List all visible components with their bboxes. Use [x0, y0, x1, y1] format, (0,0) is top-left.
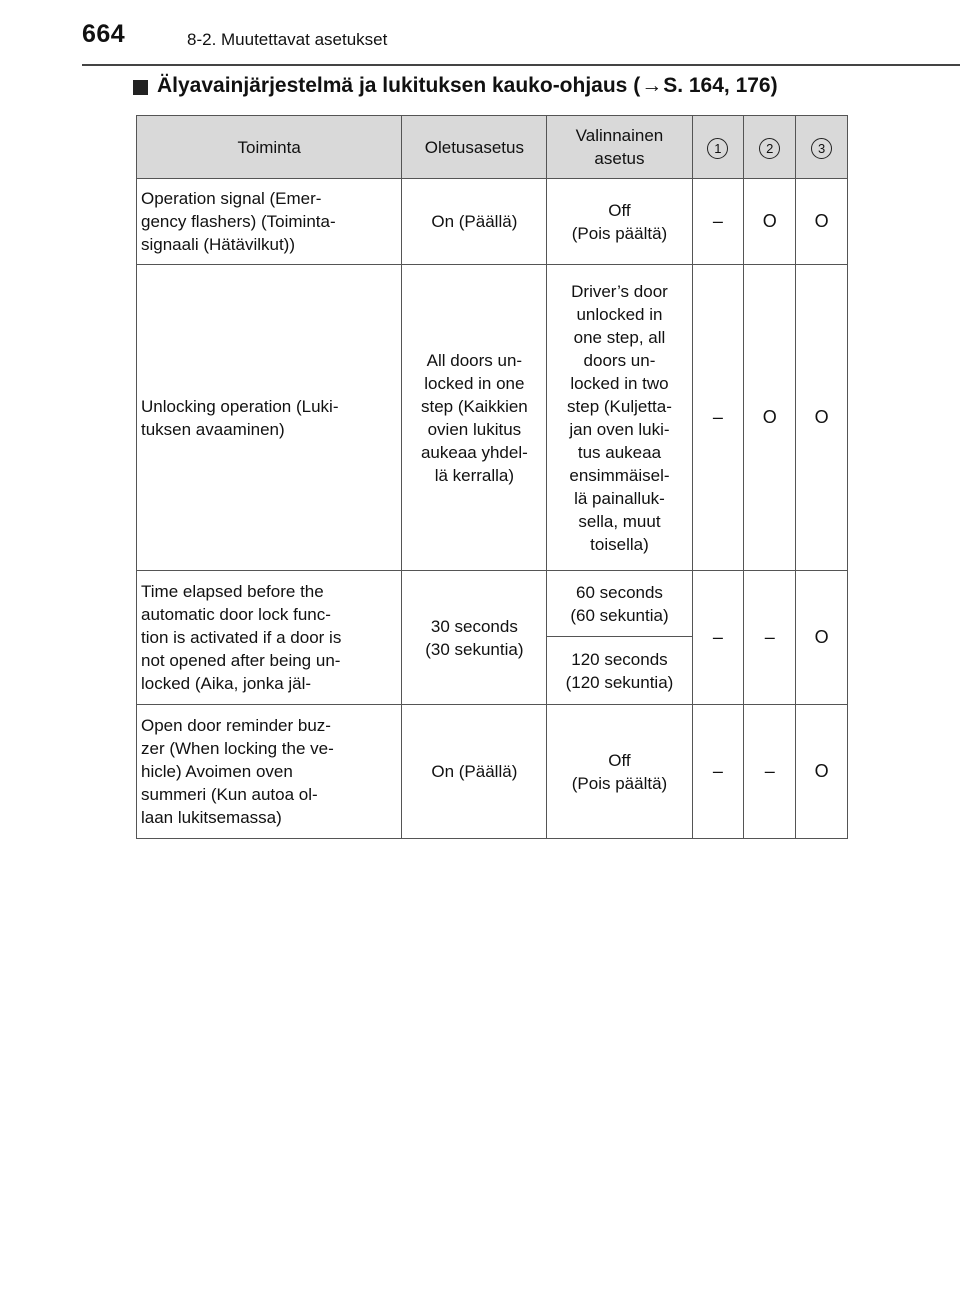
mark-cell: O [744, 265, 796, 571]
arrow-right-icon: → [641, 74, 663, 97]
optional-text-line: jan oven luki- [569, 419, 670, 439]
table-heading [133, 74, 778, 98]
default-text-line: All doors un- [426, 350, 523, 370]
function-text-line: tion is activated if a door is [141, 628, 342, 647]
section-title: 8-2. Muutettavat asetukset [187, 30, 388, 49]
table-header-row [137, 116, 848, 179]
mark-cell: O [796, 265, 848, 571]
function-cell [137, 571, 402, 705]
mark-cell: O [796, 571, 848, 705]
function-text-line: Open door reminder buz- [141, 716, 331, 735]
default-text-line: aukeaa yhdel- [420, 442, 528, 462]
default-cell [402, 571, 547, 705]
function-text-line: zer (When locking the ve- [141, 739, 334, 758]
optional-text-line: (60 sekuntia) [570, 605, 669, 625]
optional-cell [547, 571, 692, 637]
header-function: Toiminta [137, 116, 402, 179]
optional-text-line: Off [608, 750, 631, 770]
mark-cell: – [692, 265, 744, 571]
function-text-line: automatic door lock func- [141, 605, 331, 624]
mark-cell: – [692, 705, 744, 839]
optional-text-line: doors un- [583, 350, 656, 370]
header-optional: Valinnainen asetus [547, 116, 692, 179]
table-row [137, 179, 848, 265]
header-col-2 [744, 116, 796, 179]
default-text-line: (30 sekuntia) [425, 639, 524, 659]
mark-cell: O [744, 179, 796, 265]
heading-page-ref: S. 164, 176) [663, 74, 778, 97]
function-text-line: laan lukitsemassa) [141, 808, 282, 827]
mark-cell: – [692, 179, 744, 265]
table-row [137, 705, 848, 839]
optional-text-line: toisella) [590, 534, 649, 554]
optional-text-line: tus aukeaa [577, 442, 662, 462]
optional-text-line: (Pois päältä) [571, 223, 668, 243]
settings-table [136, 115, 848, 839]
optional-text-line: Off [608, 200, 631, 220]
square-bullet-icon [133, 80, 148, 95]
function-text-line: gency flashers) (Toiminta- [141, 212, 336, 231]
default-cell: On (Päällä) [402, 179, 547, 265]
page-number: 664 [82, 20, 126, 48]
function-text-line: locked (Aika, jonka jäl- [141, 674, 312, 693]
function-cell [137, 705, 402, 839]
optional-text-line: lä painalluk- [574, 488, 665, 508]
optional-cell [547, 705, 692, 839]
optional-text-line: ensimmäisel- [569, 465, 670, 485]
function-text-line: not opened after being un- [141, 651, 341, 670]
function-cell [137, 179, 402, 265]
optional-text-line: 60 seconds [575, 582, 663, 602]
mark-cell: O [796, 179, 848, 265]
mark-cell: – [744, 571, 796, 705]
function-text-line: signaali (Hätävilkut)) [141, 235, 295, 254]
header-divider [82, 64, 960, 66]
mark-cell: – [692, 571, 744, 705]
function-text-line: hicle) Avoimen oven [141, 762, 293, 781]
mark-cell: O [796, 705, 848, 839]
heading-text: Älyavainjärjestelmä ja lukituksen kauko-ohjaus ( [157, 74, 641, 97]
optional-text-line: one step, all [573, 327, 666, 347]
optional-cell [547, 179, 692, 265]
default-text-line: 30 seconds [430, 616, 518, 636]
function-text-line: tuksen avaaminen) [141, 419, 285, 439]
table-row [137, 265, 848, 571]
default-text-line: lä kerralla) [434, 465, 515, 485]
function-text-line: Operation signal (Emer- [141, 189, 322, 208]
default-text-line: ovien lukitus [427, 419, 522, 439]
optional-text-line: locked in two [570, 373, 669, 393]
optional-text-line: unlocked in [576, 304, 663, 324]
optional-text-line: step (Kuljetta- [567, 396, 672, 416]
function-text-line: Time elapsed before the [141, 582, 324, 601]
header-default: Oletusasetus [402, 116, 547, 179]
mark-cell: – [744, 705, 796, 839]
default-text-line: step (Kaikkien [420, 396, 528, 416]
default-text-line: locked in one [424, 373, 525, 393]
default-cell: On (Päällä) [402, 705, 547, 839]
optional-text-line: (120 sekuntia) [565, 672, 674, 692]
circled-1-icon: 1 [707, 138, 728, 159]
circled-2-icon: 2 [759, 138, 780, 159]
table-row [137, 571, 848, 637]
optional-cell [547, 637, 692, 705]
circled-3-icon: 3 [811, 138, 832, 159]
header-col-3 [796, 116, 848, 179]
optional-text-line: sella, muut [578, 511, 661, 531]
function-text-line: Unlocking operation (Luki- [141, 396, 339, 416]
optional-cell [547, 265, 692, 571]
header-col-1 [692, 116, 744, 179]
function-cell [137, 265, 402, 571]
function-text-line: summeri (Kun autoa ol- [141, 785, 318, 804]
default-cell [402, 265, 547, 571]
optional-text-line: 120 seconds [571, 649, 668, 669]
optional-text-line: (Pois päältä) [571, 773, 668, 793]
optional-text-line: Driver’s door [571, 281, 668, 301]
